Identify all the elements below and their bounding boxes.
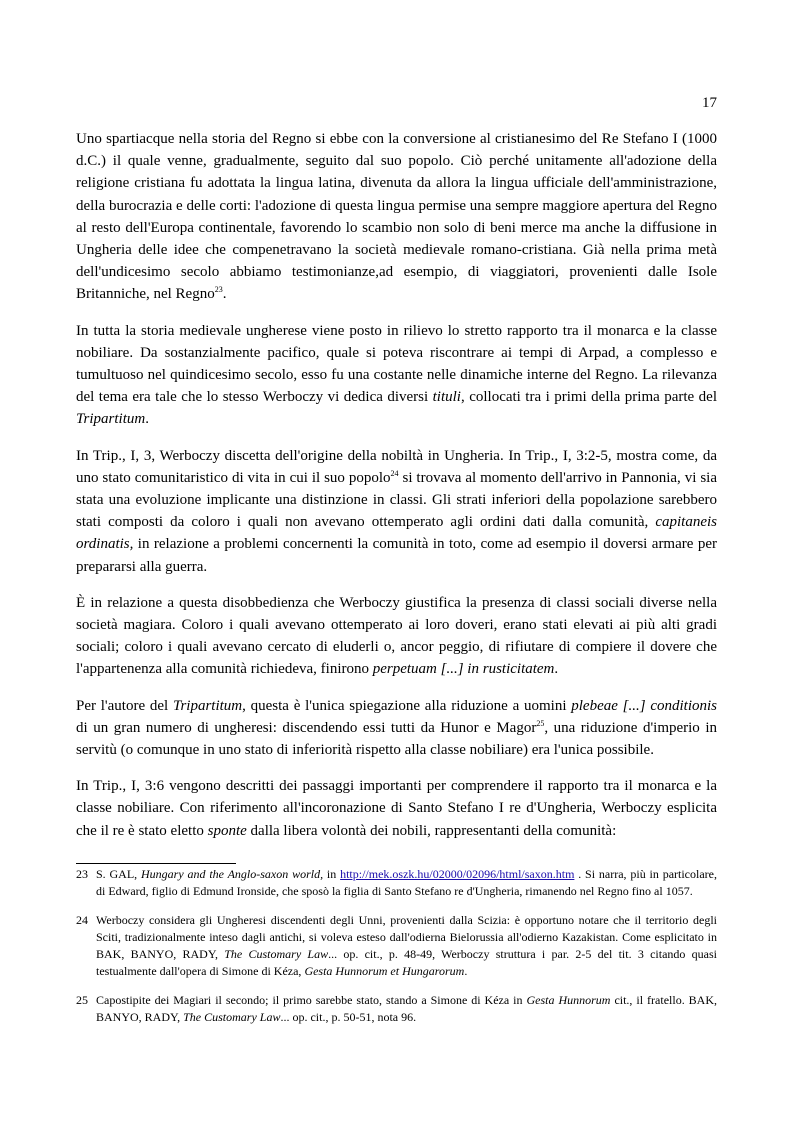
footnote-number: 23 [76,867,88,881]
italic-text: Hungary and the Anglo-saxon world, [141,867,324,881]
footnote [76,866,717,900]
text-run: , una riduzione d'imperio in servitù (o comunque in uno stato di inferiorità rispetto alla classe nobiliare) era l'unica possibile. [76,719,717,759]
text-run: . [464,964,468,978]
text-run: in relazione a problemi concernenti la comunità in toto, come ad esempio il doversi armare per prepararsi alla guerra. [76,536,717,575]
text-run: . [145,411,149,428]
footnote-number: 24 [76,913,88,927]
footnotes [76,866,717,1038]
text-run: . [222,286,227,303]
text-run: S. GAL, [96,867,141,881]
footnote [76,912,717,980]
italic-text: plebeae [...] conditionis [571,697,718,714]
paragraph [76,695,717,762]
text-run: dalla libera volontà dei nobili, rappresentanti della comunità: [246,822,617,839]
text-run: In tutta la storia medievale ungherese viene posto in rilievo lo stretto rapporto tra il monarca e la classe nobiliare. Da sostanzialmente pacifico, quale si poteva riscontrare ai tempi di Arpad, a complesso e tumultuoso nel quindicesimo secolo, esso fu una costante nelle dinamiche interne del Regno. La rilevanza del tema era tale che lo stesso Werboczy vi dedica diversi [76,322,717,406]
text-run: in [323,867,341,881]
text-run: Per l'autore del [76,697,173,714]
footnote-text [96,866,717,900]
footnote-text [96,912,717,980]
text-run: Uno spartiacque nella storia del Regno si ebbe con la conversione al cristianesimo del Re Stefano I (1000 d.C.) il quale venne, gradualmente, seguito dal suo popolo. Ciò perché unitamente all'adozione della religione cristiana fu adottata la lingua latina, divenuta da allora la lingua ufficiale dell'amministrazione, della burocrazia e delle corti: l'adozione di questa lingua permise una sempre maggiore apertura del Regno al resto dell'Europa continentale, favorendo lo scambio non solo di beni merce ma anche la diffusione in Ungheria delle idee che compenetravano la società medievale romano-cristiana. Già nella prima metà dell'undicesimo secolo abbiamo testimonianze,ad esempio, di viaggiatori, provenienti dalle Isole Britanniche, nel Regno [76,131,717,303]
footnote-text [96,992,717,1026]
text-run: . Si narra, più in particolare, di Edward, figlio di Edmund Ironside, che sposò la figlia di Santo Stefano re d'Ungheria, rimanendo nel Regno fino al 1057. [96,867,717,898]
footnote [76,992,717,1026]
text-run: di un gran numero di ungheresi: discendendo essi tutti da Hunor e Magor [76,719,537,736]
text-run: cit., il fratello. BAK, BANYO, RADY, [96,993,717,1024]
text-run: In Trip., I, 3:6 vengono descritti dei passaggi importanti per comprendere il rapporto tra il monarca e la classe nobiliare. Con riferimento all'incoronazione di Santo Stefano I re d'Ungheria, Werboczy esplicita che il re è stato eletto [76,778,717,839]
italic-text: tituli [432,389,461,406]
url-link[interactable]: http://mek.oszk.hu/02000/02096/html/saxon.htm [340,867,575,881]
text-run: In Trip., I, 3, Werboczy discetta dell'origine della nobiltà in Ungheria. In Trip., I, 3:2-5, mostra come, da uno stato comunitaristico di vita in cui il suo popolo [76,447,717,486]
body-text [76,128,717,856]
footnote-ref: 25 [536,718,545,728]
italic-text: The Customary Law [183,1010,281,1024]
text-run: ... op. cit., p. 50-51, nota 96. [280,1010,417,1024]
text-run: , questa è l'unica spiegazione alla riduzione a uomini [242,697,572,714]
italic-text: capitaneis ordinatis, [76,514,717,553]
italic-text: Gesta Hunnorum et Hungarorum [304,964,465,978]
paragraph [76,320,717,431]
italic-text: sponte [207,822,247,839]
italic-text: Tripartitum [76,411,146,428]
footnote-number: 25 [76,993,88,1007]
page-number: 17 [702,95,717,111]
italic-text: Tripartitum [172,697,243,714]
text-run: Capostipite dei Magiari il secondo; il primo sarebbe stato, stando a Simone di Kéza in [96,993,527,1007]
text-run: si trovava al momento dell'arrivo in Pannonia, vi sia stata una evoluzione implicante una distinzione in classi. Gli strati inferiori della popolazione sarebbero stati composti da coloro i quali non avevano ottemperato agli ordini dati dalla comunità, [76,469,717,531]
paragraph [76,592,717,681]
text-run: . [554,661,559,678]
text-run: È in relazione a questa disobbedienza che Werboczy giustifica la presenza di classi sociali diverse nella società magiara. Coloro i quali avevano ottemperato ai loro doveri, erano stati elevati ai più alti gradi sociali; coloro i quali avevano cercato di eluderli o, ancor peggio, di rifiutare di compiere il dovere che l'appartenenza alla comunità richiedeva, finirono [76,594,717,678]
text-run: Werboczy considera gli Ungheresi discendenti degli Unni, provenienti dalla Scizia: è opportuno notare che il territorio degli Sciti, tradizionalmente inteso dagli antichi, si voleva esteso dall'odierna Bielorussia all'odierno Kazakistan. Come esplicitato in BAK, BANYO, RADY, [96,913,717,961]
footnote-ref: 23 [214,285,223,295]
paragraph [76,128,717,306]
italic-text: The Customary Law [224,947,329,961]
footnote-ref: 24 [390,468,399,478]
italic-text: Gesta Hunnorum [526,993,611,1007]
footnote-separator [76,863,236,864]
text-run: ... op. cit., p. 48-49, Werboczy struttura i par. 2-5 del tit. 3 citando quasi testualmente dall'opera di Simone di Kéza, [96,947,717,978]
text-run: , collocati tra i primi della prima parte del [460,389,718,406]
paragraph [76,775,717,842]
paragraph [76,445,717,578]
italic-text: perpetuam [...] in rusticitatem [372,661,555,678]
